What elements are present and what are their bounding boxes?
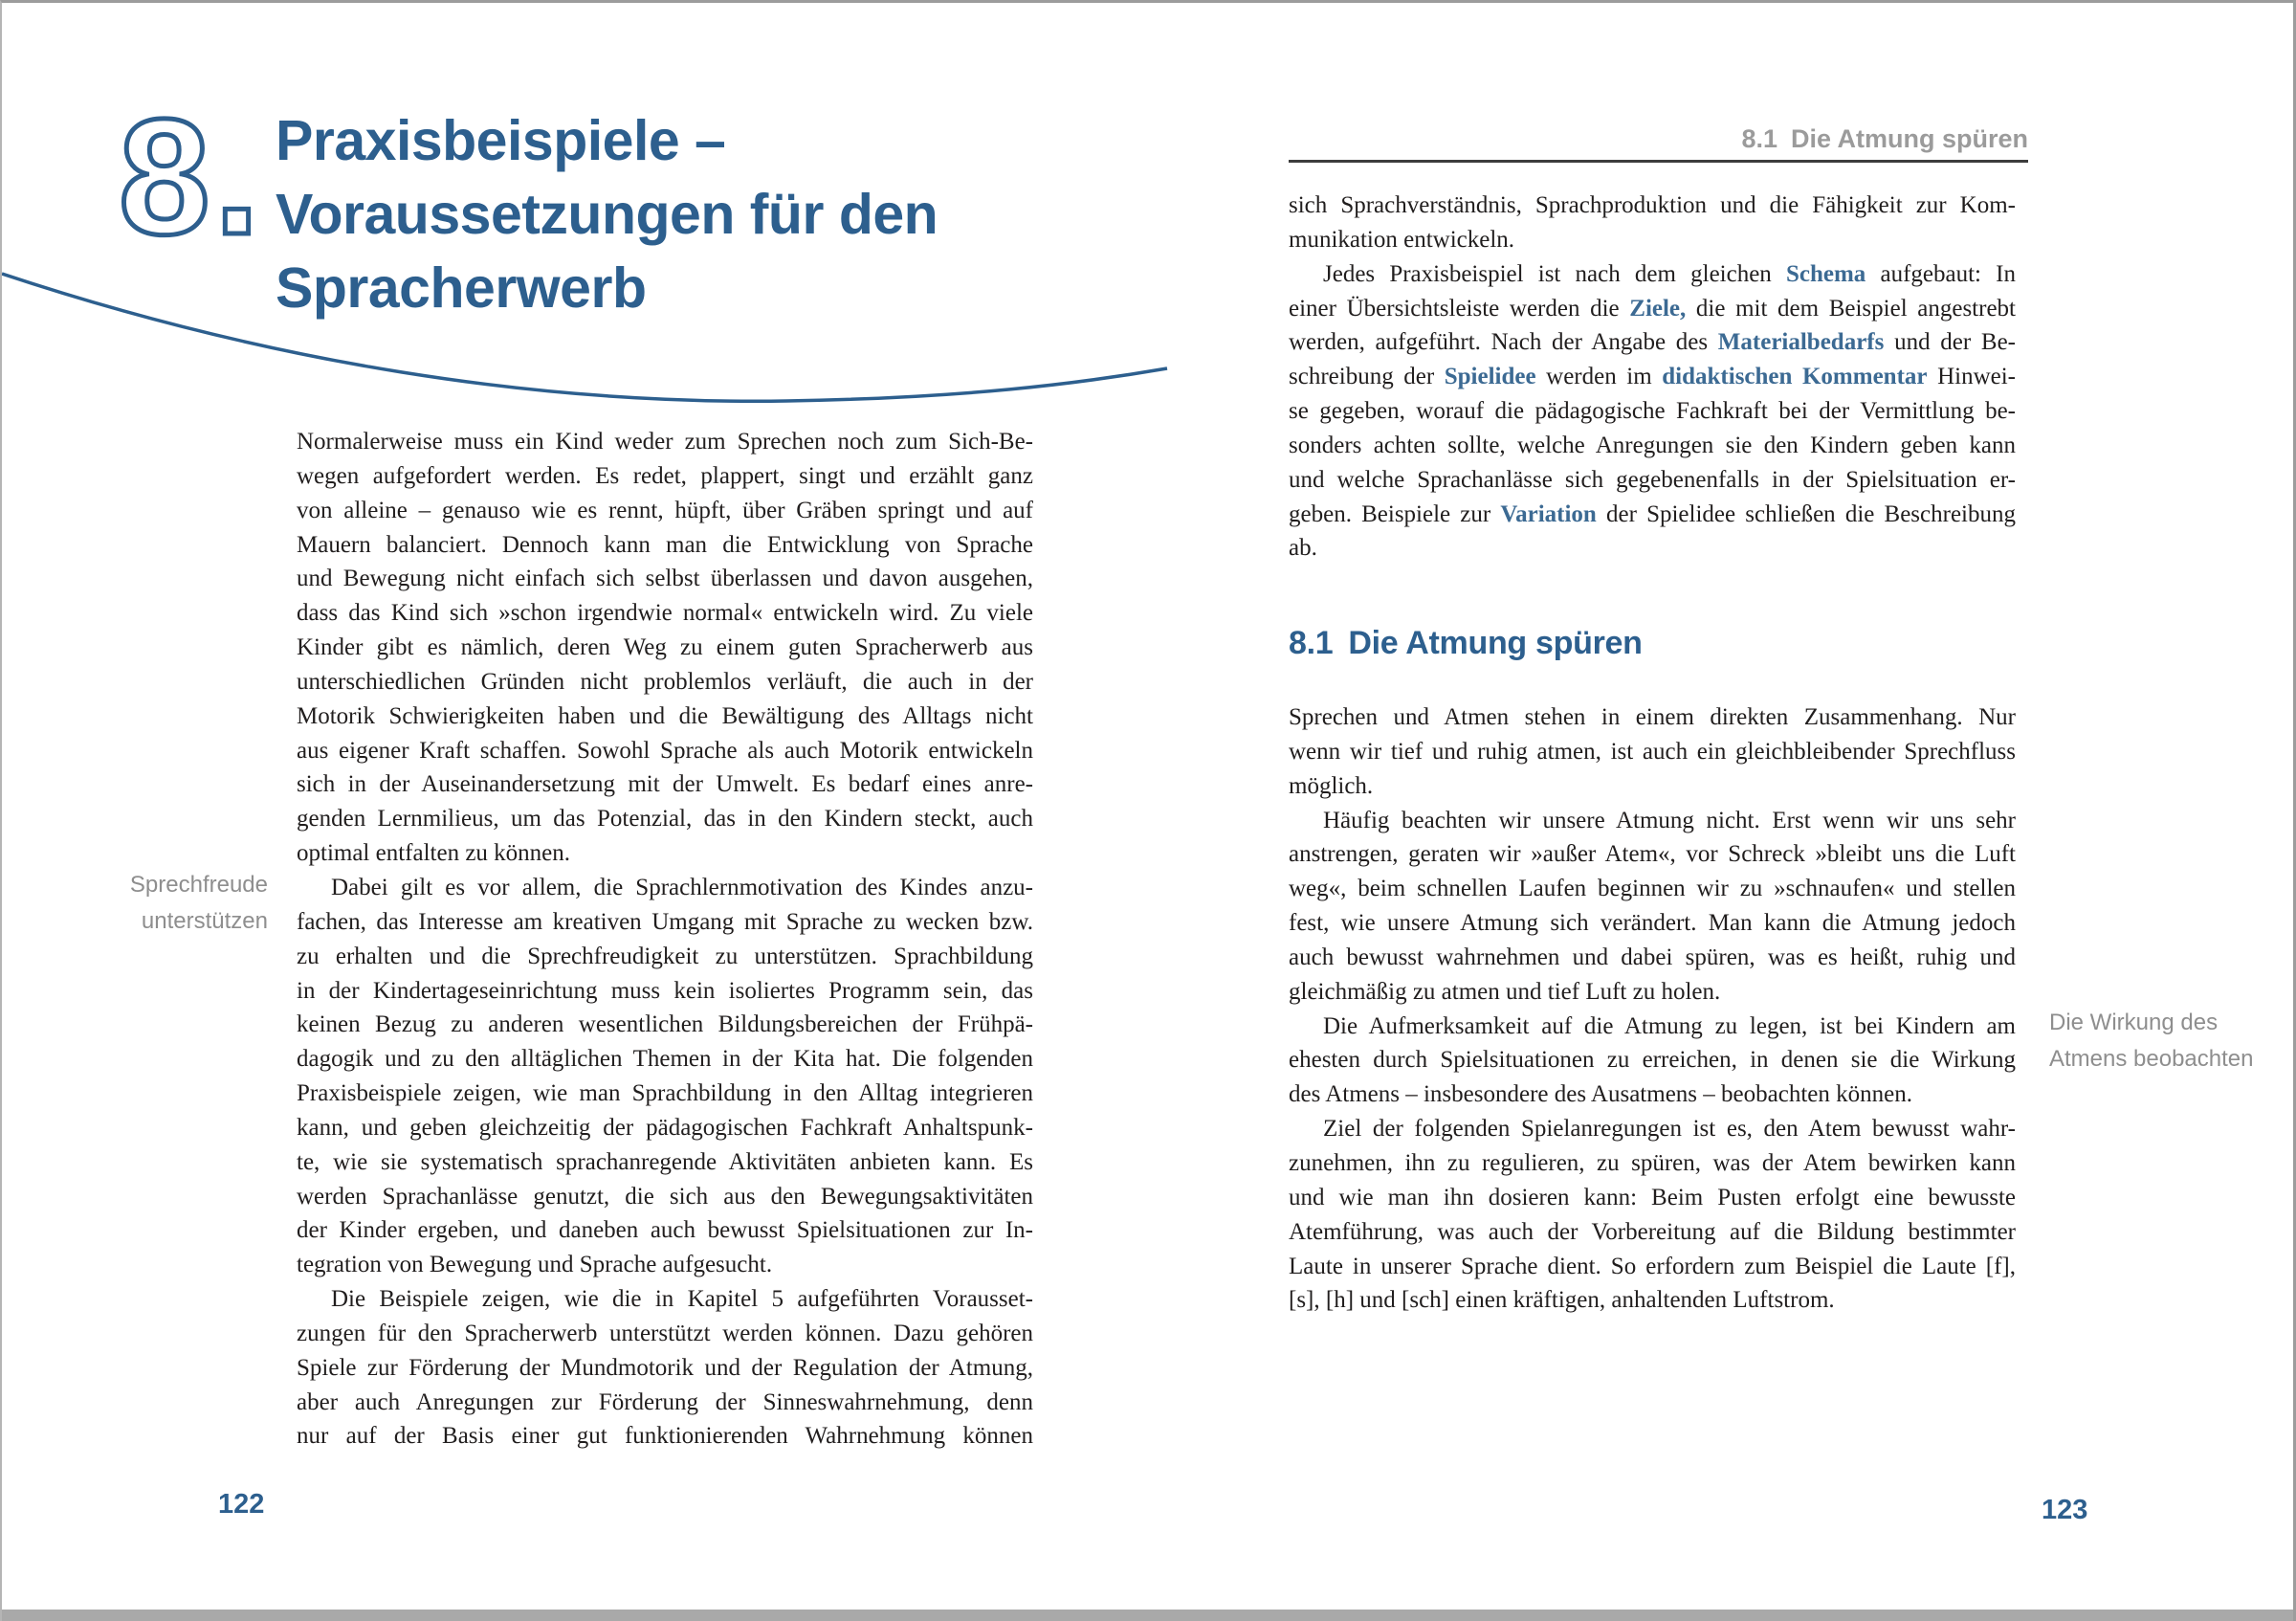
right-page-body-text: Sprechen und Atmen stehen in einem direkten Zusammenhang. Nur wenn wir tief und ruhig atmen, ist auch ein gleichbleibender Sprechfluss möglich. Häufig beachten wir unsere Atmung nicht. Erst wenn wir uns sehr anstrengen, geraten wir »außer Atem«, vor Schreck »bleibt uns die Luft weg«, beim schnellen Laufen beginnen wir zu »schnaufen« und stellen fest, wie unsere Atmung sich verändert. Man kann die Atmung jedoch auch bewusst wahrnehmen und dabei spüren, was es heißt, ruhig und gleichmäßig zu atmen und tief Luft zu holen. Die Aufmerksamkeit auf die Atmung zu legen, ist bei Kindern am ehesten durch Spielsituationen zu erreichen, in denen sie die Wirkung des Atmens – insbesondere des Ausatmens – beobachten können. Ziel der folgenden Spielanregungen ist es, den Atem bewusst wahr- zunehmen, ihn zu regulieren, zu spüren, was der Atem bewirken kann und wie man ihn dosieren kann: Beim Pusten erfolgt eine bewusste Atemführung, was auch der Vorbereitung auf die Bildung bestimmter Laute in unserer Sprache dient. So erfordern zum Beispiel die Laute [f], [s], [h] und [sch] einen kräftigen, anhaltenden Luftstrom. xyxy=(1289,704,2016,1314)
running-header xyxy=(1289,124,2028,154)
left-page-body-text: Normalerweise muss ein Kind weder zum Sprechen noch zum Sich-Be- wegen aufgefordert werden. Es redet, plappert, singt und erzählt ganz von alleine – genauso wie es rennt, hüpft, über Gräben springt und auf Mauern balanciert. Dennoch kann man die Entwicklung von Sprache und Bewegung nicht einfach sich selbst überlassen und davon ausgehen, dass das Kind sich »schon irgendwie normal« entwickeln wird. Zu viele Kinder gibt es nämlich, deren Weg zu einem guten Spracherwerb aus unterschiedlichen Gründen nicht problemlos verläuft, die auch in der Motorik Schwierigkeiten haben und die Bewältigung des Alltags nicht aus eigener Kraft schaffen. Sowohl Sprache als auch Motorik entwickeln sich in der Auseinandersetzung mit der Umwelt. Es bedarf eines anre- genden Lernmilieus, um das Potenzial, das in den Kindern steckt, auch optimal entfalten zu können. Dabei gilt es vor allem, die Sprachlernmotivation des Kindes anzu- fachen, das Interesse am kreativen Umgang mit Sprache zu wecken bzw. zu erhalten und die Sprechfreudigkeit zu unterstützen. Sprachbildung in der Kindertageseinrichtung muss kein isoliertes Programm sein, das keinen Bezug zu anderen wesentlichen Bildungsbereichen der Frühpä- dagogik und zu den alltäglichen Themen in der Kita hat. Die folgenden Praxisbeispiele zeigen, wie man Sprachbildung in den Alltag integrieren kann, und geben gleichzeitig der pädagogischen Fachkraft Anhaltspunk- te, wie sie systematisch sprachanregende Aktivitäten anbieten kann. Es werden Sprachanlässe genutzt, die sich aus den Bewegungsaktivitäten der Kinder ergeben, und daneben auch bewusst Spielsituationen zur In- tegration von Bewegung und Sprache aufgesucht. Die Beispiele zeigen, wie die in Kapitel 5 aufgeführten Vorausset- zungen für den Spracherwerb unterstützt werden können. Dazu gehören Spiele zur Förderung der Mundmotorik und der Regulation der Atmung, aber auch Anregungen zur Förderung der Sinneswahrnehmung, denn nur auf der Basis einer gut funktionierenden Wahrnehmung können xyxy=(297,429,1033,1450)
right-page-intro-text: sich Sprachverständnis, Sprachproduktion und die Fähigkeit zur Kom- munikation entwickeln. Jedes Praxisbeispiel ist nach dem gleichen Schema aufgebaut: In einer Übersichtsleiste werden die Ziele, die mit dem Beispiel angestrebt werden, aufgeführt. Nach der Angabe des Materialbedarfs und der Be- schreibung der Spielidee werden im didaktischen Kommentar Hinwei- se gegeben, worauf die pädagogische Fachkraft bei der Vermittlung be- sonders achten sollte, welche Anregungen sie den Kindern geben kann und welche Sprachanlässe sich gegebenenfalls in der Spielsituation er- geben. Beispiele zur Variation der Spielidee schließen die Beschreibung ab. xyxy=(1289,192,2017,562)
header-rule xyxy=(1289,160,2028,163)
section-heading-8-1 xyxy=(1289,625,1643,662)
section-heading-number: 8.1 xyxy=(1289,625,1334,661)
chapter-title: Praxisbeispiele – Voraussetzungen für den Spracherwerb xyxy=(276,109,938,320)
section-heading-title: Die Atmung spüren xyxy=(1348,625,1643,661)
decorative-swoosh-curve xyxy=(2,259,1169,422)
margin-note-right: Die Wirkung des Atmens beobachten xyxy=(2049,1010,2254,1072)
running-header-number: 8.1 xyxy=(1741,124,1777,153)
page-number-left: 122 xyxy=(218,1489,265,1520)
page-number-right: 123 xyxy=(2042,1495,2088,1525)
chapter-number: 8. xyxy=(119,85,264,269)
running-header-title: Die Atmung spüren xyxy=(1790,124,2028,153)
bottom-edge-bar xyxy=(2,1610,2293,1621)
margin-note-left: Sprechfreude unterstützen xyxy=(129,872,268,934)
